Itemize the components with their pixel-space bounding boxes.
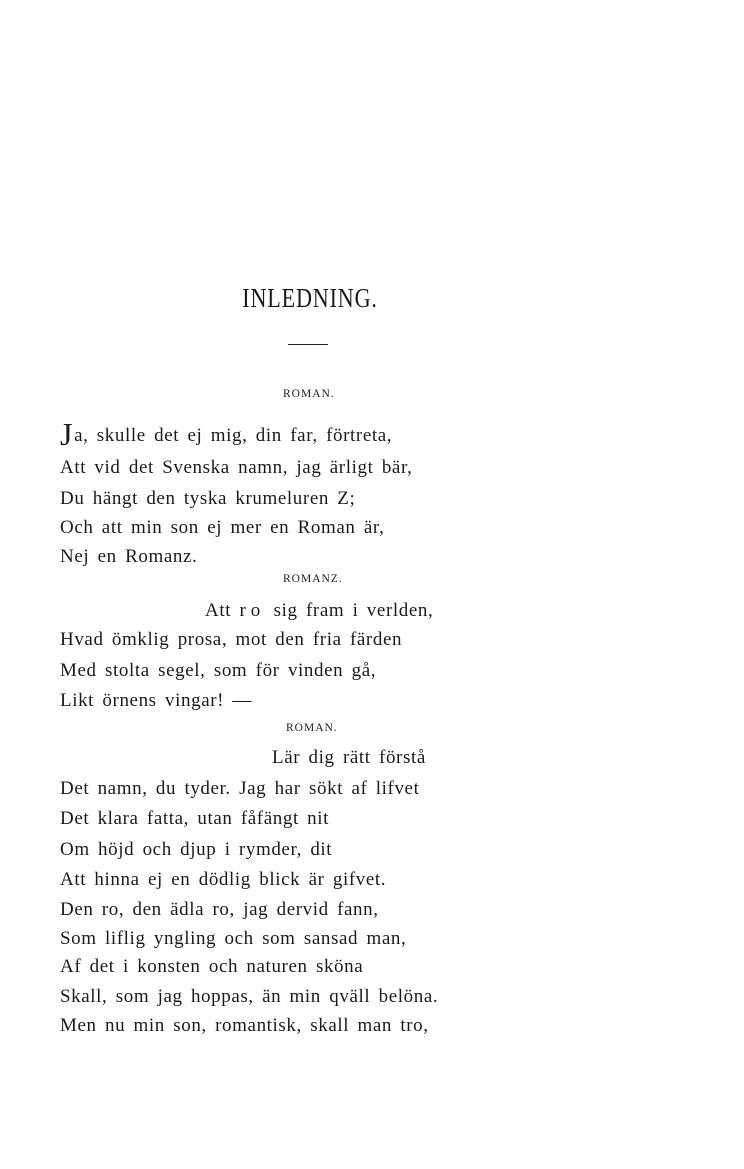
verse-text: sig fram i verlden, <box>273 600 434 621</box>
verse-line: Att vid det Svenska namn, jag ärligt bär, <box>60 457 413 478</box>
speaker-label-roman: ROMAN. <box>286 722 338 734</box>
verse-line: Det namn, du tyder. Jag har sökt af lifvet <box>60 778 420 799</box>
verse-line: Om höjd och djup i rymder, dit <box>60 839 333 860</box>
verse-line: Och att min son ej mer en Roman är, <box>60 517 385 538</box>
verse-line: Men nu min son, romantisk, skall man tro, <box>60 1015 429 1036</box>
verse-text-spaced: ro <box>239 600 266 621</box>
verse-line: Du hängt den tyska krumeluren Z; <box>60 488 356 509</box>
verse-line <box>60 418 392 450</box>
speaker-label-romanz: ROMANZ. <box>283 573 343 585</box>
verse-line <box>205 600 433 622</box>
verse-line: Lär dig rätt förstå <box>272 747 426 768</box>
verse-line: Nej en Romanz. <box>60 546 198 567</box>
verse-text: Att <box>205 600 232 621</box>
verse-line: Den ro, den ädla ro, jag dervid fann, <box>60 899 379 920</box>
drop-cap: J <box>60 416 74 452</box>
speaker-label-roman: ROMAN. <box>283 388 335 400</box>
verse-text: a, skulle det ej mig, din far, förtreta, <box>74 425 393 446</box>
chapter-title: INLEDNING. <box>242 283 378 313</box>
verse-line: Likt örnens vingar! — <box>60 690 253 711</box>
verse-line: Skall, som jag hoppas, än min qväll belöna. <box>60 986 439 1007</box>
verse-line: Det klara fatta, utan fåfängt nit <box>60 808 330 829</box>
verse-line: Af det i konsten och naturen sköna <box>60 956 364 977</box>
verse-line: Med stolta segel, som för vinden gå, <box>60 660 377 681</box>
title-divider <box>288 344 328 345</box>
verse-line: Hvad ömklig prosa, mot den fria färden <box>60 629 403 650</box>
verse-line: Som liflig yngling och som sansad man, <box>60 928 407 949</box>
verse-line: Att hinna ej en dödlig blick är gifvet. <box>60 869 387 890</box>
